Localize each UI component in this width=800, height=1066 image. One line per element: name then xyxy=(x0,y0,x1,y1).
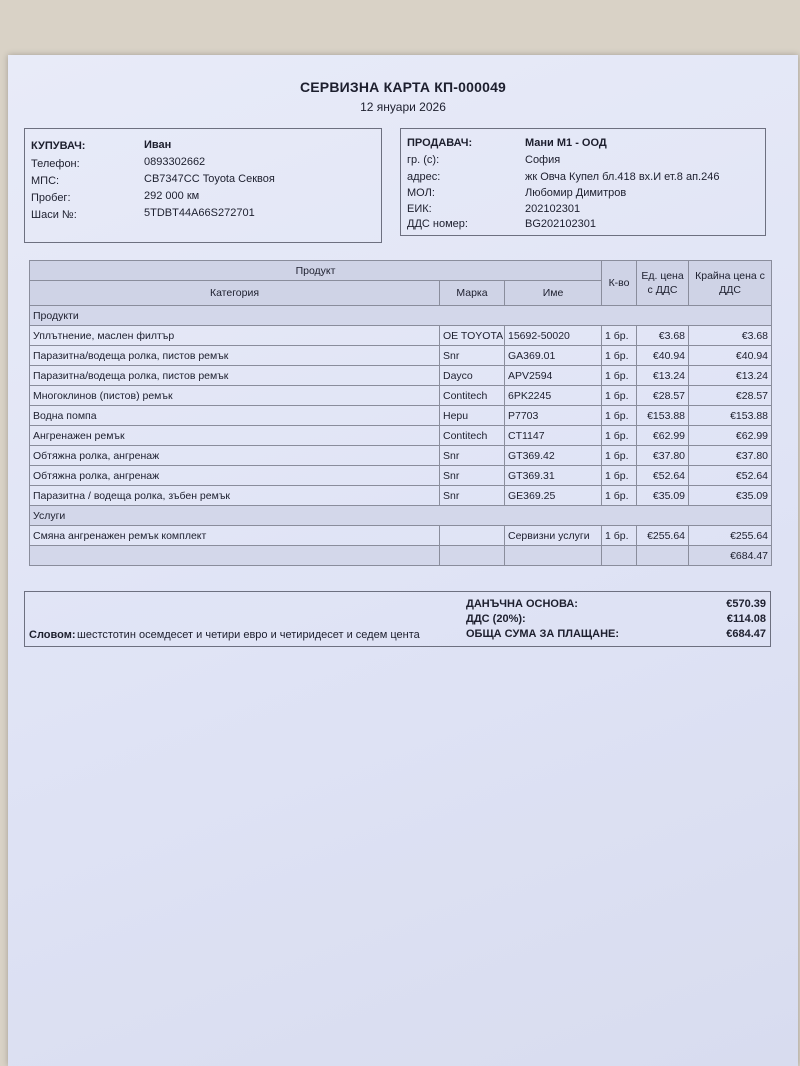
cell-brand: Contitech xyxy=(440,386,505,406)
cell-category: Многоклинов (пистов) ремък xyxy=(30,386,440,406)
grand-total-row xyxy=(30,546,772,566)
cell-brand: Snr xyxy=(440,466,505,486)
service-row xyxy=(30,526,772,546)
product-row xyxy=(30,346,772,366)
words-label: Словом: xyxy=(29,629,76,641)
cell-brand: Snr xyxy=(440,486,505,506)
cell-name: APV2594 xyxy=(505,366,602,386)
product-row xyxy=(30,366,772,386)
product-row xyxy=(30,386,772,406)
cell-brand: Contitech xyxy=(440,426,505,446)
cell-unit: €37.80 xyxy=(637,446,689,466)
cell-name: GE369.25 xyxy=(505,486,602,506)
cell-category: Обтяжна ролка, ангренаж xyxy=(30,466,440,486)
cell-brand: Snr xyxy=(440,346,505,366)
cell-total: €3.68 xyxy=(689,326,772,346)
cell-total: €37.80 xyxy=(689,446,772,466)
cell-unit: €28.57 xyxy=(637,386,689,406)
service-card-sheet xyxy=(8,55,798,1066)
section-products: Продукти xyxy=(30,306,772,326)
product-row xyxy=(30,326,772,346)
seller-label: ПРОДАВАЧ: xyxy=(407,137,473,149)
seller-city-label: гр. (с): xyxy=(407,154,440,166)
document-title: СЕРВИЗНА КАРТА КП-000049 xyxy=(299,79,507,95)
cell-category: Паразитна/водеща ролка, пистов ремък xyxy=(30,366,440,386)
cell-brand xyxy=(440,526,505,546)
document-date: 12 януари 2026 xyxy=(360,100,446,114)
seller-manager-label: МОЛ: xyxy=(407,187,435,199)
cell-category: Ангренажен ремък xyxy=(30,426,440,446)
header-qty: К-во xyxy=(602,261,637,306)
product-row xyxy=(30,446,772,466)
total-label: ОБЩА СУМА ЗА ПЛАЩАНЕ: xyxy=(466,628,620,640)
cell-unit: €3.68 xyxy=(637,326,689,346)
cell-category: Паразитна / водеща ролка, зъбен ремък xyxy=(30,486,440,506)
cell-brand: Snr xyxy=(440,446,505,466)
cell-qty: 1 бр. xyxy=(602,386,637,406)
cell-unit: €62.99 xyxy=(637,426,689,446)
seller-name: Мани М1 - ООД xyxy=(525,137,607,149)
header-category: Категория xyxy=(30,281,440,306)
cell-total: €62.99 xyxy=(689,426,772,446)
cell-total: €13.24 xyxy=(689,366,772,386)
cell-total: €35.09 xyxy=(689,486,772,506)
product-row xyxy=(30,466,772,486)
cell-total: €255.64 xyxy=(689,526,772,546)
product-row xyxy=(30,486,772,506)
cell-qty: 1 бр. xyxy=(602,426,637,446)
empty-cell xyxy=(505,546,602,566)
buyer-vin-label: Шаси №: xyxy=(31,209,77,221)
cell-unit: €153.88 xyxy=(637,406,689,426)
cell-name: 15692-50020 xyxy=(505,326,602,346)
header-total-price: Крайна цена с ДДС xyxy=(689,261,772,306)
cell-name: GT369.31 xyxy=(505,466,602,486)
header-name: Име xyxy=(505,281,602,306)
header-unit-price: Ед. цена с ДДС xyxy=(637,261,689,306)
cell-name: P7703 xyxy=(505,406,602,426)
cell-name: CT1147 xyxy=(505,426,602,446)
buyer-phone-label: Телефон: xyxy=(31,158,80,170)
items-table xyxy=(29,260,772,566)
cell-qty: 1 бр. xyxy=(602,406,637,426)
total-value: €684.47 xyxy=(726,628,766,640)
cell-name: Сервизни услуги xyxy=(505,526,602,546)
cell-unit: €13.24 xyxy=(637,366,689,386)
seller-eik-value: 202102301 xyxy=(525,203,581,215)
cell-unit: €40.94 xyxy=(637,346,689,366)
tax-base-value: €570.39 xyxy=(726,598,766,610)
cell-qty: 1 бр. xyxy=(602,326,637,346)
product-row xyxy=(30,426,772,446)
grand-total-cell: €684.47 xyxy=(689,546,772,566)
buyer-vehicle-label: МПС: xyxy=(31,175,60,187)
cell-total: €153.88 xyxy=(689,406,772,426)
section-services: Услуги xyxy=(30,506,772,526)
words-text: шестстотин осемдесет и четири евро и четиридесет и седем цента xyxy=(77,629,420,641)
cell-unit: €255.64 xyxy=(637,526,689,546)
cell-total: €40.94 xyxy=(689,346,772,366)
empty-cell xyxy=(30,546,440,566)
totals-box xyxy=(24,591,771,647)
cell-category: Уплътнение, маслен филтър xyxy=(30,326,440,346)
empty-cell xyxy=(602,546,637,566)
seller-vat-value: BG202102301 xyxy=(525,218,596,230)
tax-base-label: ДАНЪЧНА ОСНОВА: xyxy=(466,598,578,610)
seller-address-value: жк Овча Купел бл.418 вх.И ет.8 ап.246 xyxy=(525,171,720,183)
seller-eik-label: ЕИК: xyxy=(407,203,432,215)
buyer-mileage-value: 292 000 км xyxy=(144,190,200,202)
vat-label: ДДС (20%): xyxy=(466,613,526,625)
cell-name: 6PK2245 xyxy=(505,386,602,406)
seller-address-label: адрес: xyxy=(407,171,441,183)
cell-category: Водна помпа xyxy=(30,406,440,426)
cell-brand: Dayco xyxy=(440,366,505,386)
cell-qty: 1 бр. xyxy=(602,486,637,506)
empty-cell xyxy=(637,546,689,566)
cell-brand: OE TOYOTA xyxy=(440,326,505,346)
cell-qty: 1 бр. xyxy=(602,466,637,486)
buyer-vin-value: 5TDBT44A66S272701 xyxy=(144,207,255,219)
cell-category: Смяна ангренажен ремък комплект xyxy=(30,526,440,546)
cell-qty: 1 бр. xyxy=(602,346,637,366)
cell-total: €52.64 xyxy=(689,466,772,486)
cell-brand: Hepu xyxy=(440,406,505,426)
cell-unit: €35.09 xyxy=(637,486,689,506)
buyer-box xyxy=(24,128,382,243)
cell-qty: 1 бр. xyxy=(602,366,637,386)
cell-qty: 1 бр. xyxy=(602,526,637,546)
product-row xyxy=(30,406,772,426)
empty-cell xyxy=(440,546,505,566)
buyer-phone-value: 0893302662 xyxy=(144,156,206,168)
seller-city-value: София xyxy=(525,154,561,166)
cell-name: GT369.42 xyxy=(505,446,602,466)
header-brand: Марка xyxy=(440,281,505,306)
seller-vat-label: ДДС номер: xyxy=(407,218,468,230)
seller-box xyxy=(400,128,766,236)
buyer-mileage-label: Пробег: xyxy=(31,192,71,204)
cell-qty: 1 бр. xyxy=(602,446,637,466)
cell-unit: €52.64 xyxy=(637,466,689,486)
seller-manager-value: Любомир Димитров xyxy=(525,187,627,199)
buyer-vehicle-value: СВ7347СС Toyota Секвоя xyxy=(144,173,275,185)
vat-value: €114.08 xyxy=(726,613,766,625)
header-product: Продукт xyxy=(30,261,602,281)
buyer-name: Иван xyxy=(144,139,172,151)
cell-category: Паразитна/водеща ролка, пистов ремък xyxy=(30,346,440,366)
cell-category: Обтяжна ролка, ангренаж xyxy=(30,446,440,466)
buyer-label: КУПУВАЧ: xyxy=(31,140,86,152)
cell-total: €28.57 xyxy=(689,386,772,406)
cell-name: GA369.01 xyxy=(505,346,602,366)
